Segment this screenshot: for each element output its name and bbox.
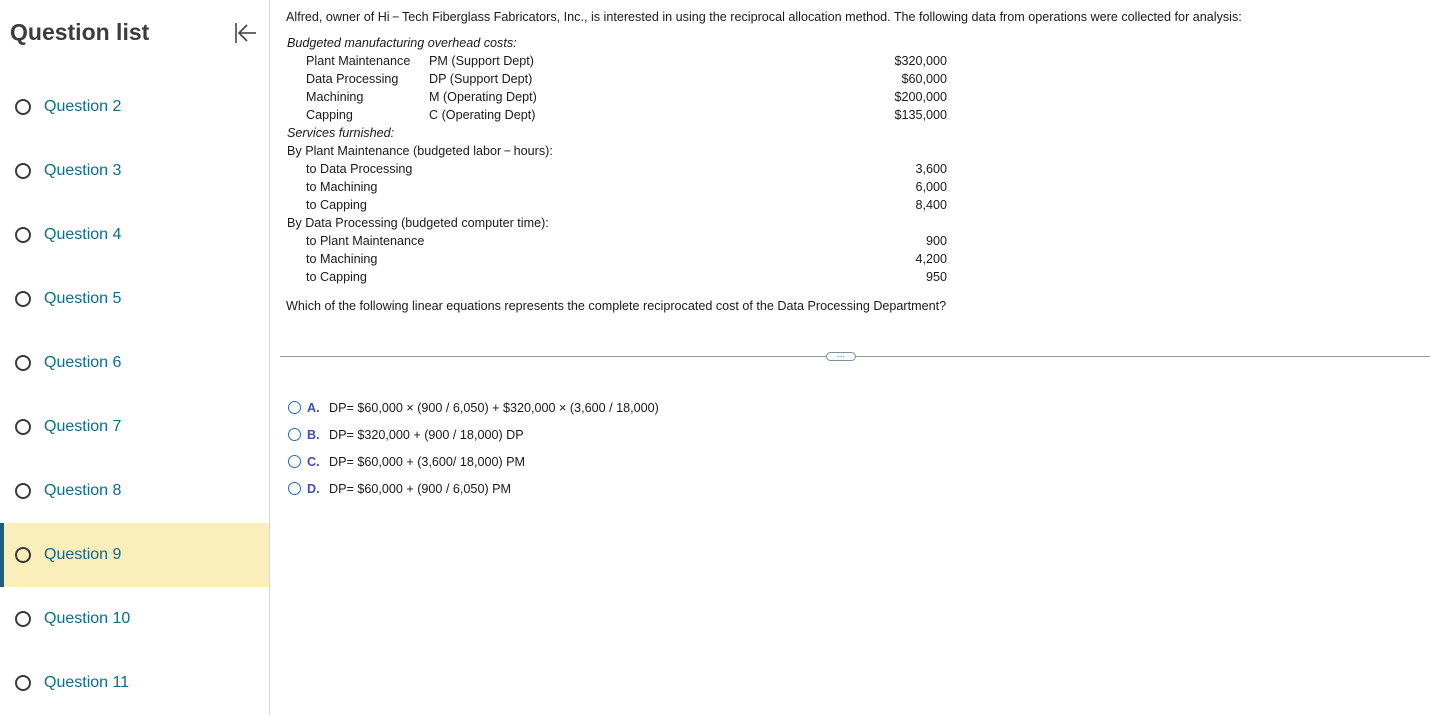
- question-list: [0, 75, 269, 715]
- dept-amount: $135,000: [894, 108, 947, 122]
- dept-amount: $200,000: [894, 90, 947, 104]
- question-item[interactable]: [0, 139, 269, 203]
- budget-row: [287, 106, 947, 124]
- dept-code: PM (Support Dept): [429, 54, 534, 68]
- dept-amount: $320,000: [894, 54, 947, 68]
- dp-service-row: [287, 268, 947, 286]
- question-item[interactable]: [0, 267, 269, 331]
- question-item-active[interactable]: [0, 523, 269, 587]
- status-circle-icon: [15, 419, 31, 435]
- budget-row: [287, 52, 947, 70]
- status-circle-icon: [15, 99, 31, 115]
- dept-name: Machining: [306, 90, 364, 104]
- status-circle-icon: [15, 163, 31, 179]
- question-content: [270, 0, 1439, 715]
- answer-option-d[interactable]: [288, 475, 659, 502]
- status-circle-icon: [15, 355, 31, 371]
- option-text: DP= $60,000 × (900 / 6,050) + $320,000 × (3,600 / 18,000): [329, 400, 659, 415]
- radio-icon[interactable]: [288, 455, 301, 468]
- budget-heading: Budgeted manufacturing overhead costs:: [287, 36, 517, 50]
- dept-code: M (Operating Dept): [429, 90, 537, 104]
- question-label: Question 8: [44, 482, 122, 499]
- answer-options: [288, 394, 659, 502]
- question-item[interactable]: [0, 331, 269, 395]
- question-label: Question 5: [44, 290, 122, 307]
- service-label: to Capping: [306, 270, 367, 284]
- dept-amount: $60,000: [901, 72, 947, 86]
- question-label: Question 2: [44, 98, 122, 115]
- service-amount: 4,200: [915, 252, 947, 266]
- service-amount: 3,600: [915, 162, 947, 176]
- question-label: Question 7: [44, 418, 122, 435]
- question-label: Question 4: [44, 226, 122, 243]
- status-circle-icon: [15, 675, 31, 691]
- radio-icon[interactable]: [288, 428, 301, 441]
- question-item[interactable]: [0, 587, 269, 651]
- question-list-sidebar: [0, 0, 270, 715]
- problem-data-table: [287, 34, 947, 286]
- pm-service-row: [287, 178, 947, 196]
- question-label: Question 9: [44, 546, 122, 563]
- sidebar-title: Question list: [10, 19, 150, 45]
- dept-code: C (Operating Dept): [429, 108, 536, 122]
- service-amount: 950: [925, 270, 947, 284]
- services-heading: Services furnished:: [287, 126, 395, 140]
- question-item[interactable]: [0, 651, 269, 715]
- answer-option-b[interactable]: [288, 421, 659, 448]
- option-text: DP= $60,000 + (3,600/ 18,000) PM: [329, 454, 526, 469]
- service-label: to Plant Maintenance: [306, 234, 425, 248]
- question-item[interactable]: [0, 459, 269, 523]
- dp-heading: By Data Processing (budgeted computer time):: [287, 216, 549, 230]
- question-item[interactable]: [0, 75, 269, 139]
- problem-intro: Alfred, owner of Hi − Tech Fiberglass Fabricators, Inc., is interested in using the reciprocal allocation method. The following data from operations were collected for analysis:: [286, 10, 1242, 24]
- status-circle-icon: [15, 611, 31, 627]
- service-label: to Capping: [306, 198, 367, 212]
- dp-service-row: [287, 232, 947, 250]
- radio-icon[interactable]: [288, 482, 301, 495]
- budget-row: [287, 88, 947, 106]
- expand-more-button[interactable]: …: [826, 352, 856, 361]
- question-prompt: Which of the following linear equations represents the complete reciprocated cost of the Data Processing Department?: [286, 299, 947, 313]
- dept-name: Plant Maintenance: [306, 54, 411, 68]
- radio-icon[interactable]: [288, 401, 301, 414]
- question-label: Question 6: [44, 354, 122, 371]
- question-item[interactable]: [0, 203, 269, 267]
- option-letter: A.: [307, 400, 320, 415]
- dept-name: Capping: [306, 108, 353, 122]
- collapse-left-icon: [233, 20, 259, 46]
- answer-option-a[interactable]: [288, 394, 659, 421]
- pm-service-row: [287, 196, 947, 214]
- question-label: Question 10: [44, 610, 131, 627]
- question-label: Question 3: [44, 162, 122, 179]
- service-amount: 900: [925, 234, 947, 248]
- budget-row: [287, 70, 947, 88]
- dept-name: Data Processing: [306, 72, 399, 86]
- status-circle-icon: [15, 483, 31, 499]
- dp-service-row: [287, 250, 947, 268]
- service-label: to Machining: [306, 180, 378, 194]
- question-label: Question 11: [44, 674, 130, 691]
- option-letter: D.: [307, 481, 320, 496]
- dept-code: DP (Support Dept): [429, 72, 533, 86]
- option-letter: C.: [307, 454, 320, 469]
- answer-option-c[interactable]: [288, 448, 659, 475]
- collapse-sidebar-button[interactable]: [233, 20, 259, 46]
- status-circle-icon: [15, 291, 31, 307]
- status-circle-icon: [15, 227, 31, 243]
- pm-heading: By Plant Maintenance (budgeted labor − hours):: [287, 144, 553, 158]
- service-label: to Machining: [306, 252, 378, 266]
- option-text: DP= $60,000 + (900 / 6,050) PM: [329, 481, 512, 496]
- pm-service-row: [287, 160, 947, 178]
- service-amount: 6,000: [915, 180, 947, 194]
- status-circle-icon: [15, 547, 31, 563]
- question-item[interactable]: [0, 395, 269, 459]
- service-amount: 8,400: [915, 198, 947, 212]
- option-text: DP= $320,000 + (900 / 18,000) DP: [329, 427, 524, 442]
- option-letter: B.: [307, 427, 320, 442]
- service-label: to Data Processing: [306, 162, 413, 176]
